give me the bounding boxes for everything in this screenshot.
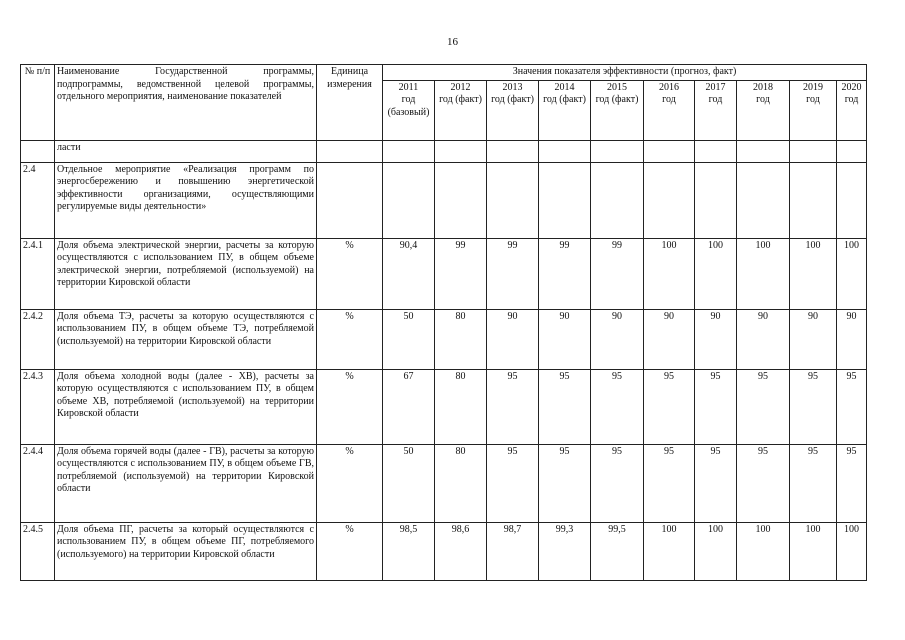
col-name-header: Наименование Государственной программы, подпрограммы, ведомственной целевой программы, отдельного мероприятия, наименование показателей (55, 65, 317, 141)
year-header-2012 (435, 80, 487, 140)
value-cell-2011: 50 (383, 444, 435, 522)
year-header-2017 (695, 80, 737, 140)
year-header-2016 (644, 80, 695, 140)
value-cell-2015: 99 (591, 238, 644, 309)
header-row-top (21, 65, 867, 81)
table-row (21, 238, 867, 309)
value-cell-2012: 80 (435, 444, 487, 522)
value-cell-2013: 95 (487, 369, 539, 444)
year-note: год (756, 94, 770, 105)
year-note: год (662, 94, 676, 105)
value-cell-2019: 100 (790, 522, 837, 580)
year-label: 2020 (841, 81, 862, 93)
value-cell-2016 (644, 140, 695, 162)
table-row (21, 162, 867, 238)
year-note: год (708, 94, 723, 105)
year-note: год (базовый) (387, 94, 430, 118)
year-label: 2012 (450, 81, 471, 93)
year-note: год (844, 94, 859, 105)
value-cell-2018 (737, 140, 790, 162)
value-cell-2015: 99,5 (591, 522, 644, 580)
value-cell-2019 (790, 162, 837, 238)
value-cell-2012: 99 (435, 238, 487, 309)
year-note: год (факт) (595, 94, 639, 105)
table-row (21, 140, 867, 162)
value-cell-2011 (383, 162, 435, 238)
value-cell-2012: 80 (435, 309, 487, 369)
row-code: 2.4.4 (21, 444, 55, 522)
row-name: ласти (55, 140, 317, 162)
row-code: 2.4 (21, 162, 55, 238)
value-cell-2012 (435, 162, 487, 238)
value-cell-2013: 90 (487, 309, 539, 369)
value-cell-2017 (695, 162, 737, 238)
value-cell-2019: 100 (790, 238, 837, 309)
value-cell-2013: 98,7 (487, 522, 539, 580)
value-cell-2020: 95 (837, 444, 867, 522)
value-cell-2011: 50 (383, 309, 435, 369)
page-number: 16 (447, 36, 458, 48)
value-cell-2012 (435, 140, 487, 162)
value-cell-2018: 95 (737, 369, 790, 444)
value-cell-2012: 98,6 (435, 522, 487, 580)
value-cell-2016: 100 (644, 522, 695, 580)
year-label: 2016 (659, 81, 679, 93)
row-unit (317, 162, 383, 238)
value-cell-2014: 99,3 (539, 522, 591, 580)
value-cell-2015: 90 (591, 309, 644, 369)
value-cell-2015 (591, 140, 644, 162)
value-cell-2015: 95 (591, 369, 644, 444)
row-unit (317, 140, 383, 162)
indicators-table (20, 64, 867, 581)
value-cell-2017: 95 (695, 369, 737, 444)
row-code: 2.4.3 (21, 369, 55, 444)
value-cell-2014 (539, 162, 591, 238)
value-cell-2016: 100 (644, 238, 695, 309)
value-cell-2020: 100 (837, 238, 867, 309)
row-name: Доля объема холодной воды (далее - ХВ), расчеты за которую осуществляются с использованием ПУ, в общем объеме ХВ, потребляемой (используемой) на территории Кировской области (55, 369, 317, 444)
value-cell-2018: 100 (737, 238, 790, 309)
year-note: год (факт) (439, 94, 482, 105)
value-cell-2013: 99 (487, 238, 539, 309)
value-cell-2018: 100 (737, 522, 790, 580)
row-unit: % (317, 522, 383, 580)
col-unit-header: Единица измерения (317, 65, 383, 141)
year-label: 2017 (705, 81, 726, 93)
row-code: 2.4.5 (21, 522, 55, 580)
year-label: 2011 (398, 81, 419, 93)
value-cell-2020: 100 (837, 522, 867, 580)
year-header-2011 (383, 80, 435, 140)
year-label: 2018 (753, 81, 773, 93)
value-cell-2015 (591, 162, 644, 238)
value-cell-2014: 95 (539, 369, 591, 444)
value-cell-2014: 95 (539, 444, 591, 522)
year-note: год (факт) (543, 94, 586, 105)
table-row (21, 309, 867, 369)
value-cell-2011: 98,5 (383, 522, 435, 580)
value-cell-2018: 90 (737, 309, 790, 369)
value-cell-2017: 100 (695, 522, 737, 580)
value-cell-2017 (695, 140, 737, 162)
value-cell-2019: 95 (790, 369, 837, 444)
row-unit: % (317, 369, 383, 444)
value-cell-2014: 99 (539, 238, 591, 309)
col-values-header: Значения показателя эффективности (прогноз, факт) (383, 65, 867, 81)
year-label: 2013 (502, 81, 523, 93)
value-cell-2014 (539, 140, 591, 162)
value-cell-2013 (487, 162, 539, 238)
row-code: 2.4.2 (21, 309, 55, 369)
year-note: год (806, 94, 820, 105)
value-cell-2019 (790, 140, 837, 162)
year-label: 2019 (803, 81, 823, 93)
value-cell-2016: 90 (644, 309, 695, 369)
year-label: 2015 (607, 81, 627, 93)
col-num-header: № п/п (21, 65, 55, 141)
value-cell-2020: 90 (837, 309, 867, 369)
row-name: Доля объема электрической энергии, расчеты за которую осуществляются с использованием ПУ, в общем объеме электрической энергии, потребляемой (используемой) на территории Кировской области (55, 238, 317, 309)
value-cell-2013 (487, 140, 539, 162)
year-label: 2014 (554, 81, 575, 93)
value-cell-2014: 90 (539, 309, 591, 369)
value-cell-2015: 95 (591, 444, 644, 522)
year-header-2014 (539, 80, 591, 140)
value-cell-2012: 80 (435, 369, 487, 444)
year-header-2018 (737, 80, 790, 140)
value-cell-2017: 100 (695, 238, 737, 309)
year-header-2020 (837, 80, 867, 140)
row-name: Доля объема горячей воды (далее - ГВ), расчеты за которую осуществляются с использованием ПУ, в общем объеме ГВ, потребляемой (используемой) на территории Кировской области (55, 444, 317, 522)
value-cell-2013: 95 (487, 444, 539, 522)
year-header-2019 (790, 80, 837, 140)
table-row (21, 522, 867, 580)
value-cell-2020 (837, 140, 867, 162)
value-cell-2016: 95 (644, 444, 695, 522)
table-row (21, 369, 867, 444)
value-cell-2016: 95 (644, 369, 695, 444)
row-unit: % (317, 444, 383, 522)
value-cell-2017: 95 (695, 444, 737, 522)
value-cell-2019: 90 (790, 309, 837, 369)
value-cell-2017: 90 (695, 309, 737, 369)
row-name: Отдельное мероприятие «Реализация программ по энергосбережению и повышению энергетической эффективности организациями, осуществляющими регулируемые виды деятельности» (55, 162, 317, 238)
value-cell-2011 (383, 140, 435, 162)
table-body (21, 140, 867, 580)
value-cell-2016 (644, 162, 695, 238)
row-name: Доля объема ПГ, расчеты за который осуществляются с использованием ПУ, в общем объеме ПГ, потребляемого (используемого) на территории Кировской области (55, 522, 317, 580)
value-cell-2020: 95 (837, 369, 867, 444)
value-cell-2018 (737, 162, 790, 238)
year-header-2015 (591, 80, 644, 140)
year-note: год (факт) (491, 94, 534, 105)
value-cell-2011: 90,4 (383, 238, 435, 309)
row-code (21, 140, 55, 162)
value-cell-2011: 67 (383, 369, 435, 444)
year-header-2013 (487, 80, 539, 140)
value-cell-2019: 95 (790, 444, 837, 522)
value-cell-2018: 95 (737, 444, 790, 522)
row-name: Доля объема ТЭ, расчеты за которую осуществляются с использованием ПУ, в общем объеме ТЭ, потребляемой (используемой) на территории Кировской области (55, 309, 317, 369)
value-cell-2020 (837, 162, 867, 238)
table-row (21, 444, 867, 522)
row-unit: % (317, 309, 383, 369)
row-unit: % (317, 238, 383, 309)
row-code: 2.4.1 (21, 238, 55, 309)
